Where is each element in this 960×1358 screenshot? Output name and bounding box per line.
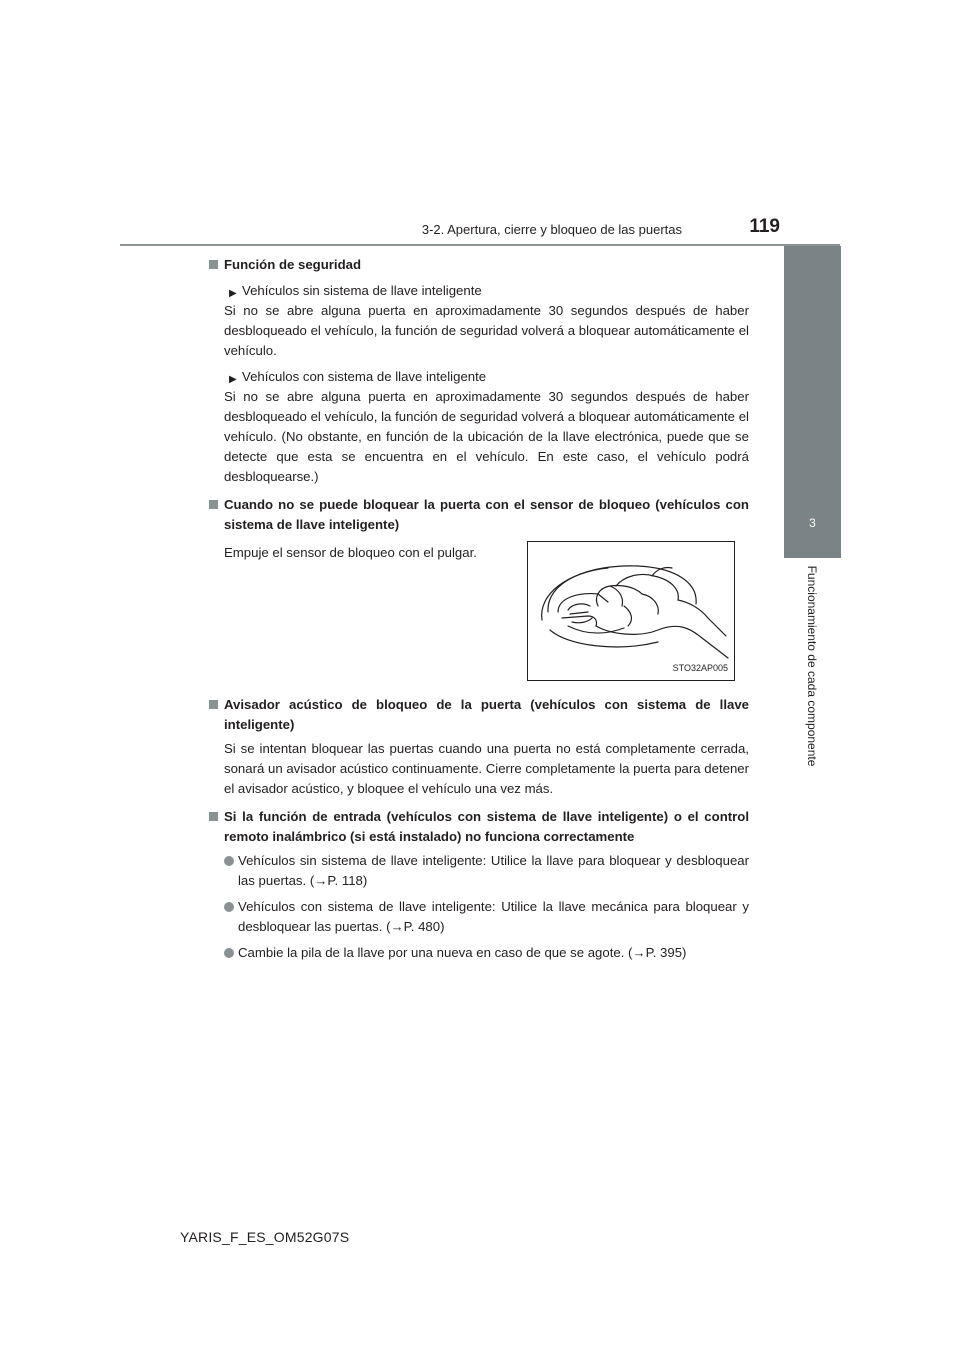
subsection-smart-key-label: Vehículos con sistema de llave inteligente: [242, 369, 487, 384]
side-tab-number: [784, 498, 841, 558]
bullet-text: Cambie la pila de la llave por una nueva en caso de que se agote. (→P. 395): [238, 945, 687, 960]
list-item: [209, 943, 749, 963]
section-security-heading: [209, 255, 749, 275]
main-content: [209, 255, 749, 963]
triangle-bullet-icon: ▶: [229, 288, 237, 299]
list-item: [209, 897, 749, 937]
figure-code: STO32AP005: [672, 663, 728, 673]
square-bullet-icon: [209, 700, 218, 709]
section-security-title: Función de seguridad: [224, 257, 362, 272]
square-bullet-icon: [209, 812, 218, 821]
paragraph-buzzer: Si se intentan bloquear las puertas cuando una puerta no está completamente cerrada, sonará un avisador acústico continuamente. Cierre completamente la puerta para detener el avisador acústico, y bloquee el vehículo una vez más.: [224, 741, 749, 796]
bullet-text: Vehículos con sistema de llave inteligente: Utilice la llave mecánica para bloquear y desbloquear las puertas. (→P. 480): [238, 899, 749, 934]
section-lock-sensor-title: Cuando no se puede bloquear la puerta con el sensor de bloqueo (vehículos con sistema de llave inteligente): [224, 497, 749, 532]
side-tab-bar: [784, 246, 841, 498]
round-bullet-icon: [224, 948, 234, 958]
side-tab-label: Funcionamiento de cada componente: [805, 565, 819, 767]
footer-document-code: YARIS_F_ES_OM52G07S: [180, 1229, 350, 1245]
list-item: [209, 851, 749, 891]
section-lock-sensor-heading: [209, 495, 749, 535]
door-handle-illustration: [527, 541, 735, 681]
section-buzzer-heading: [209, 695, 749, 735]
paragraph-no-smart-key: Si no se abre alguna puerta en aproximadamente 30 segundos después de haber desbloqueado el vehículo, la función de seguridad volverá a bloquear automáticamente el vehículo.: [224, 303, 749, 358]
subsection-no-smart-key-label: Vehículos sin sistema de llave inteligente: [242, 283, 482, 298]
figure-caption: Empuje el sensor de bloqueo con el pulgar.: [224, 545, 477, 560]
subsection-no-smart-key: [209, 281, 749, 301]
square-bullet-icon: [209, 500, 218, 509]
section-buzzer-title: Avisador acústico de bloqueo de la puerta (vehículos con sistema de llave inteligente): [224, 697, 749, 732]
square-bullet-icon: [209, 260, 218, 269]
page-number: 119: [749, 216, 780, 237]
round-bullet-icon: [224, 856, 234, 866]
paragraph-smart-key: Si no se abre alguna puerta en aproximadamente 30 segundos después de haber desbloqueado el vehículo, la función de seguridad volverá a bloquear automáticamente el vehículo. (No obstante, en función de la ubicación de la llave electrónica, puede que se detecte que esta se encuentra en el vehículo. En este caso, el vehículo podrá desbloquearse.): [224, 389, 749, 484]
header-rule: [120, 244, 840, 246]
lock-sensor-figure-block: [209, 543, 749, 695]
round-bullet-icon: [224, 902, 234, 912]
section-entry-title: Si la función de entrada (vehículos con sistema de llave inteligente) o el control remoto inalámbrico (si está instalado) no funciona correctamente: [224, 809, 749, 844]
side-tab-number-text: 3: [809, 516, 816, 530]
header-title: 3-2. Apertura, cierre y bloqueo de las puertas: [421, 222, 682, 237]
section-entry-heading: [209, 807, 749, 847]
bullet-text: Vehículos sin sistema de llave inteligente: Utilice la llave para bloquear y desbloquear las puertas. (→P. 118): [238, 853, 749, 888]
subsection-smart-key: [209, 367, 749, 387]
triangle-bullet-icon: ▶: [229, 374, 237, 385]
